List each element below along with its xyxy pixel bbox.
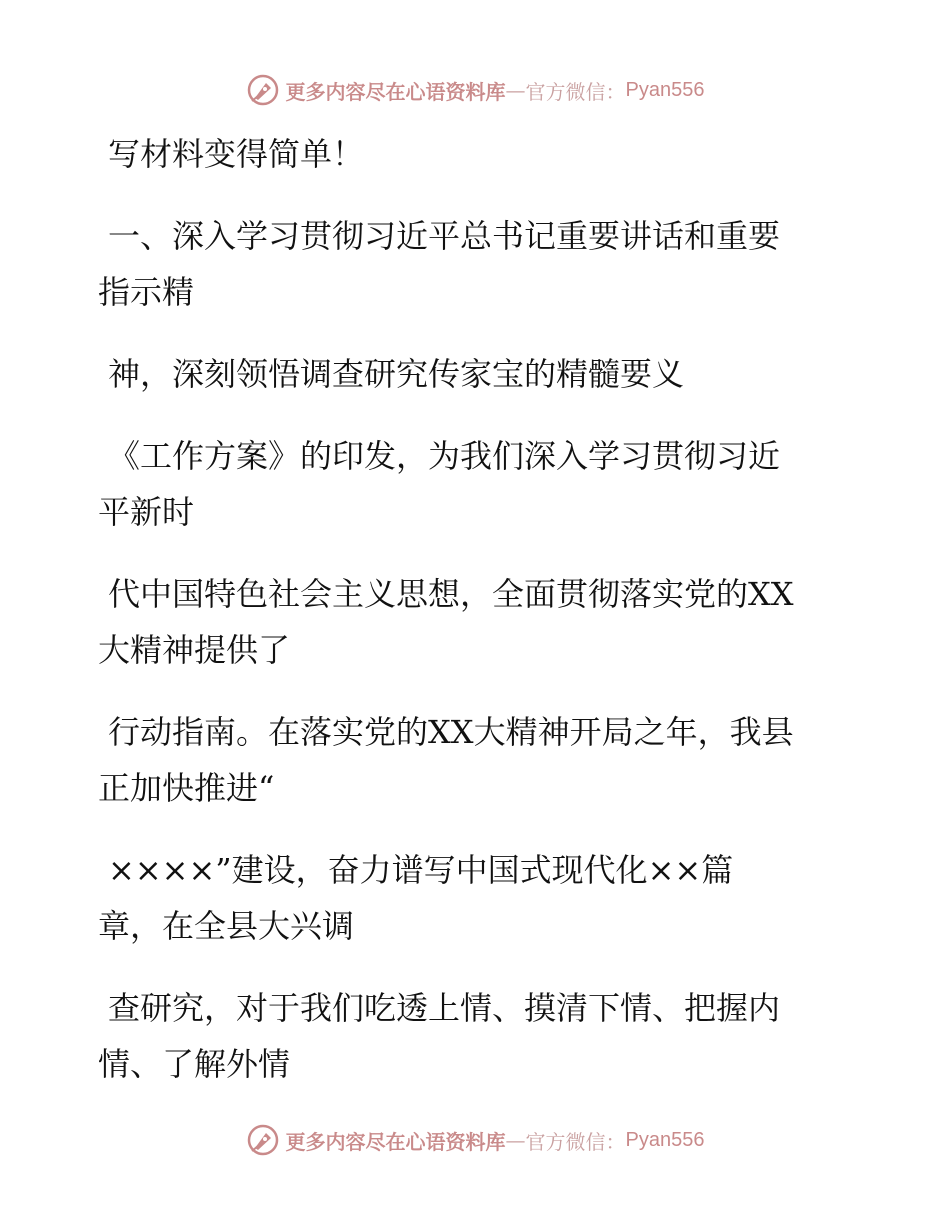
text-line: ××××”建设，奋力谱写中国式现代化××篇: [108, 851, 734, 889]
pen-nib-logo-icon: [246, 1123, 280, 1157]
text-line: 写材料变得简单！: [108, 135, 365, 173]
watermark-id-text: Pyan556: [625, 78, 705, 101]
text-line: 查研究，对于我们吃透上情、摸清下情、把握内: [108, 989, 781, 1027]
watermark-sub-text: 官方微信：: [525, 1129, 626, 1154]
pen-nib-logo-icon: [246, 73, 280, 107]
watermark-main-text: 更多内容尽在心语资料库: [285, 79, 506, 104]
paragraph: [98, 208, 858, 320]
footer-watermark: [0, 1120, 950, 1160]
watermark-id-text: Pyan556: [625, 1128, 705, 1151]
document-body: [98, 126, 858, 1092]
text-line: 章，在全县大兴调: [98, 907, 355, 945]
text-line: 正加快推进“: [98, 769, 275, 807]
text-line: 指示精: [98, 273, 195, 311]
text-line: 《工作方案》的印发，为我们深入学习贯彻习近: [108, 437, 781, 475]
paragraph: [98, 126, 858, 182]
text-line: 代中国特色社会主义思想，全面贯彻落实党的XX: [108, 575, 794, 613]
paragraph: [98, 428, 858, 540]
watermark-separator: —: [505, 1128, 526, 1152]
paragraph: [98, 842, 858, 954]
text-line: 大精神提供了: [98, 631, 291, 669]
paragraph: [98, 566, 858, 678]
text-line: 行动指南。在落实党的XX大精神开局之年，我县: [108, 713, 794, 751]
watermark-sub-text: 官方微信：: [525, 79, 626, 104]
paragraph: [98, 704, 858, 816]
paragraph: [98, 346, 858, 402]
text-line: 情、了解外情: [98, 1045, 291, 1083]
watermark-separator: —: [505, 78, 526, 102]
paragraph: [98, 980, 858, 1092]
header-watermark: [0, 70, 950, 110]
text-line: 一、深入学习贯彻习近平总书记重要讲话和重要: [108, 217, 781, 255]
text-line: 神，深刻领悟调查研究传家宝的精髓要义: [108, 355, 685, 393]
watermark-main-text: 更多内容尽在心语资料库: [285, 1129, 506, 1154]
text-line: 平新时: [98, 493, 195, 531]
